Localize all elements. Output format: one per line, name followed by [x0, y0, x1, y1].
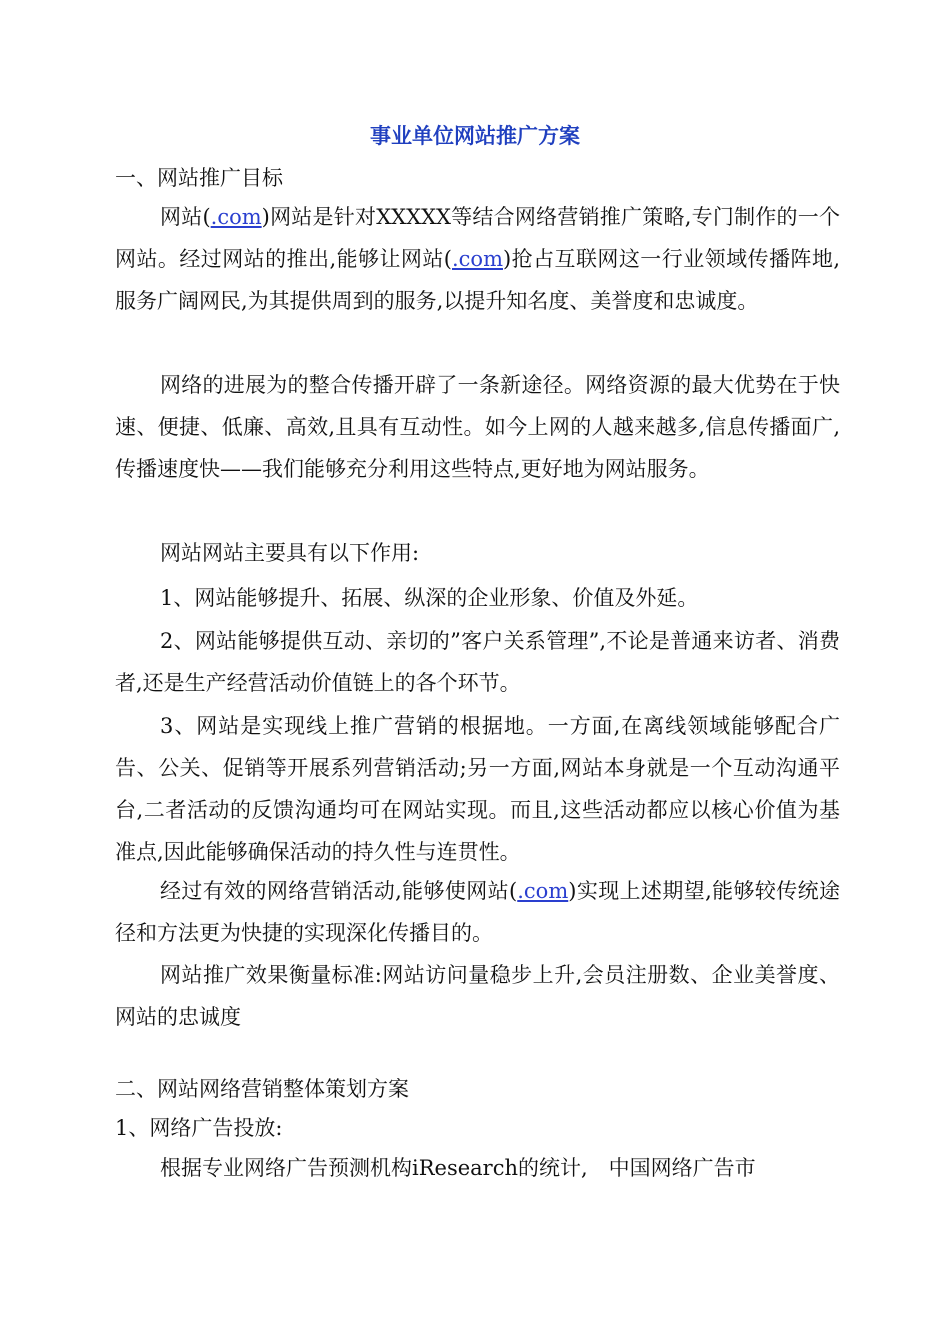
section-2-paragraph-1: 根据专业网络广告预测机构iResearch的统计, 中国网络广告市 [160, 1156, 756, 1180]
paragraph-text: )抢占互联网这一行业领域传播阵地,服务广阔网民,为其提供周到的服务,以提升知名度、美誉度和忠诚度。 [115, 247, 840, 313]
list-item-1: 1、网站能够提升、拓展、纵深的企业形象、价值及外延。 [160, 586, 699, 610]
section-2-heading: 二、网站网络营销整体策划方案 [115, 1077, 409, 1101]
paragraph-text: )网站是针对XXXXX等结合网络营销推广策略,专门制作的一个网站。经过网站的推出,能够让网站( [115, 205, 840, 271]
paragraph-text: )实现上述期望,能够较传统途径和方法更为快捷的实现深化传播目的。 [115, 879, 840, 945]
section-1-paragraph-3: 网站网站主要具有以下作用: [160, 541, 420, 565]
website-link[interactable]: .com [517, 879, 569, 903]
section-2-subheading-1: 1、网络广告投放: [115, 1116, 283, 1140]
section-1-paragraph-2: 网络的进展为的整合传播开辟了一条新途径。网络资源的最大优势在于快速、便捷、低廉、高效,且具有互动性。如今上网的人越来越多,信息传播面广,传播速度快——我们能够充分利用这些特点,更好地为网站服务。 [115, 373, 840, 481]
website-link[interactable]: .com [210, 205, 262, 229]
paragraph-text: 网站( [160, 205, 211, 229]
section-1-paragraph-4 [115, 870, 840, 954]
section-1-paragraph-5: 网站推广效果衡量标准:网站访问量稳步上升,会员注册数、企业美誉度、网站的忠诚度 [115, 963, 840, 1029]
website-link[interactable]: .com [452, 247, 503, 271]
list-item-3: 3、网站是实现线上推广营销的根据地。一方面,在离线领域能够配合广告、公关、促销等开展系列营销活动;另一方面,网站本身就是一个互动沟通平台,二者活动的反馈沟通均可在网站实现。而且,这些活动都应以核心价值为基准点,因此能够确保活动的持久性与连贯性。 [115, 714, 840, 864]
paragraph-text: 经过有效的网络营销活动,能够使网站( [160, 879, 518, 903]
list-item-2: 2、网站能够提供互动、亲切的”客户关系管理”,不论是普通来访者、消费者,还是生产经营活动价值链上的各个环节。 [115, 629, 840, 695]
section-1-paragraph-1 [115, 196, 840, 322]
section-1-heading: 一、网站推广目标 [115, 166, 283, 190]
document-title: 事业单位网站推广方案 [370, 123, 580, 148]
